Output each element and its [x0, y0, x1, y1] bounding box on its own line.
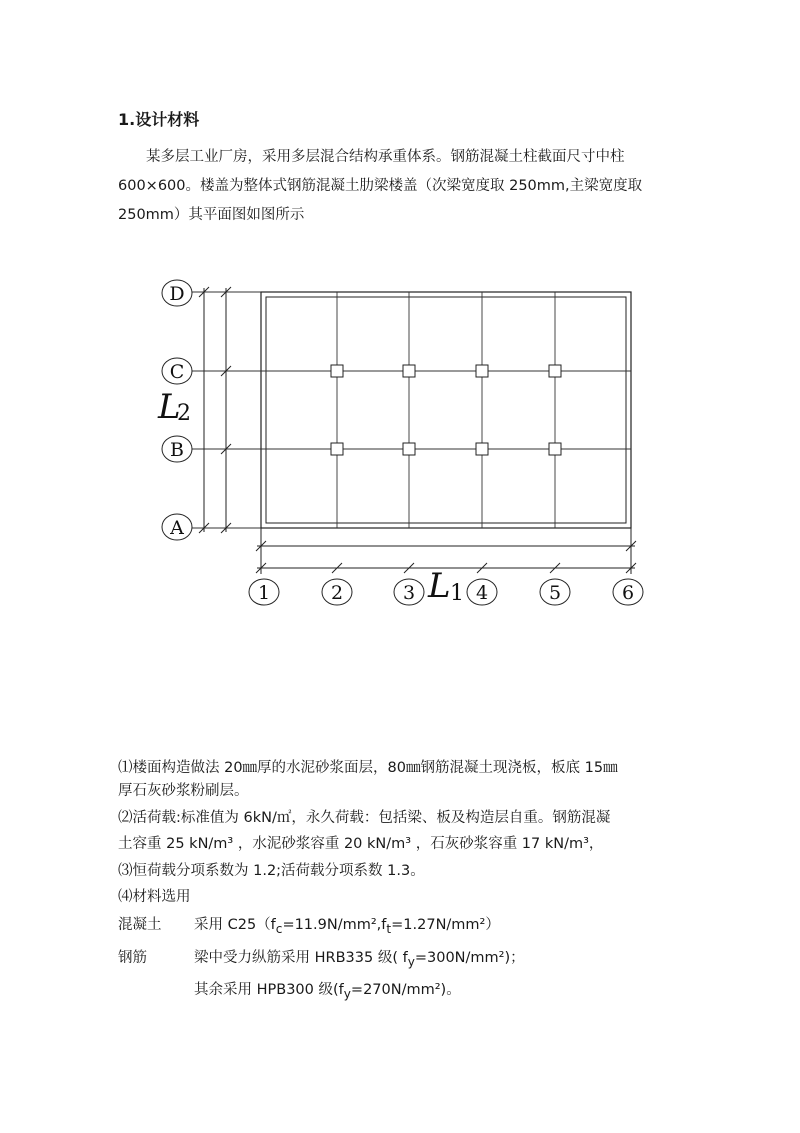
item-4: ⑷材料选用 — [118, 889, 191, 905]
intro-text: 某多层工业厂房，采用多层混合结构承重体系。钢筋混凝土柱截面尺寸中柱600×600。楼盖为整体式钢筋混凝土肋梁楼盖（次梁宽度取 250mm,主梁宽度取 250mm）其平面图如图所示 — [118, 149, 643, 223]
item-2-line-2: 土容重 25 kN/m³ ，水泥砂浆容重 20 kN/m³ ，石灰砂浆容重 17 kN/m³， — [118, 836, 604, 852]
axis-label-3: 3 — [402, 582, 416, 604]
section-heading: 1.设计材料 — [118, 110, 200, 129]
axis-label-1: 1 — [257, 582, 271, 604]
dimension-l1-label: L — [428, 566, 451, 606]
column — [476, 365, 488, 377]
grid-lines — [192, 292, 631, 528]
column — [403, 365, 415, 377]
column — [331, 443, 343, 455]
column — [476, 443, 488, 455]
plan-inner-border — [266, 297, 626, 523]
column — [549, 443, 561, 455]
item-1-line-1: ⑴楼面构造做法 20㎜厚的水泥砂浆面层，80㎜钢筋混凝土现浇板，板底 15㎜ — [118, 760, 618, 776]
axis-label-2: 2 — [330, 582, 344, 604]
item-2-line-1: ⑵活荷载:标准值为 6kN/㎡，永久荷载：包括梁、板及构造层自重。钢筋混凝 — [118, 810, 611, 826]
axis-label-6: 6 — [621, 582, 635, 604]
steel-row — [118, 946, 525, 969]
concrete-label: 混凝土 — [118, 917, 162, 933]
axis-label-4: 4 — [475, 582, 489, 604]
concrete-row — [118, 913, 500, 936]
dimension-l2-subscript: 2 — [177, 401, 191, 426]
steel-spec-2: 其余采用 HPB300 级$(f_y=270N/mm^2)$。 — [194, 982, 461, 1001]
item-1-line-2: 厚石灰砂浆粉刷层。 — [118, 783, 249, 799]
item-3: ⑶恒荷载分项系数为 1.2;活荷载分项系数 1.3。 — [118, 863, 425, 879]
axis-label-5: 5 — [548, 582, 562, 604]
vertical-dimension — [199, 287, 231, 533]
steel-label: 钢筋 — [118, 950, 147, 966]
dimension-l1-subscript: 1 — [450, 581, 464, 606]
axis-label-b: B — [170, 439, 184, 461]
concrete-spec: 采用 $C25(f_c=11.9N/mm^2,f_t=1.27N/mm^2)$ — [194, 917, 500, 936]
column — [403, 443, 415, 455]
columns — [331, 365, 561, 455]
axis-label-a: A — [170, 517, 184, 539]
axis-label-c: C — [169, 361, 185, 383]
column — [331, 365, 343, 377]
column — [549, 365, 561, 377]
dimension-l2-label: L — [158, 387, 181, 427]
axis-label-d: D — [169, 283, 185, 305]
plan-outer-border — [261, 292, 631, 528]
steel-spec-1: 梁中受力纵筋采用 HRB335 级( $f_y=300N/mm^2$)； — [194, 950, 525, 969]
